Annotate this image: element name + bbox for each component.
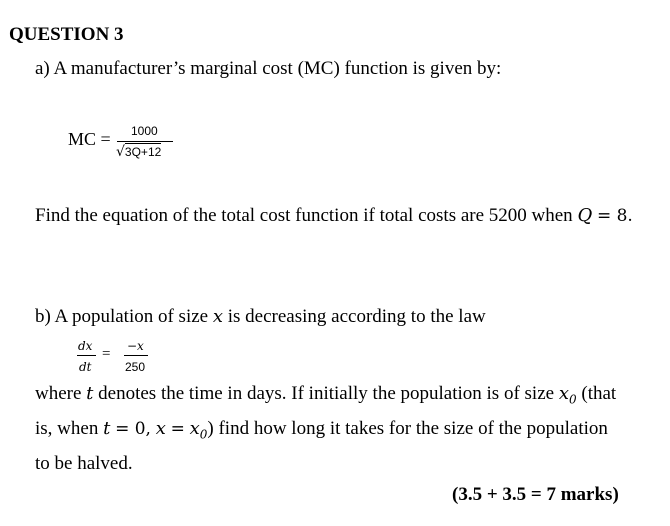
find-equation: = 8.: [596, 206, 633, 226]
where-word: where: [35, 383, 82, 404]
t-equals-zero: = 0,: [115, 419, 151, 439]
part-b-text-before: A population of size: [54, 306, 209, 327]
where-line-3: to be halved.: [35, 453, 133, 474]
part-a-statement: [35, 58, 501, 80]
sqrt-icon: √: [116, 144, 125, 160]
var-x0-subscript: 0: [568, 392, 577, 407]
part-a-text: A manufacturer’s marginal cost (MC) function is given by:: [53, 58, 502, 79]
find-total-cost-instruction: [35, 205, 633, 227]
ode-right-denominator: 250: [125, 360, 146, 374]
where-line-2: [35, 418, 608, 442]
part-b-var-x: x: [212, 306, 223, 327]
mc-numerator: 1000: [131, 124, 158, 138]
part-a-label: a): [35, 58, 50, 79]
var-x0-2-subscript: 0: [199, 427, 208, 442]
find-variable: Q: [577, 205, 593, 226]
ode-equals: =: [102, 346, 111, 362]
where-line-1-text: denotes the time in days. If initially the population is of size: [98, 383, 555, 404]
var-x0: [558, 383, 577, 407]
marks-allocation: (3.5 + 3.5 = 7 marks): [452, 484, 619, 505]
part-b-statement: [35, 306, 486, 328]
part-b-text-after: is decreasing according to the law: [227, 306, 486, 327]
question-heading: QUESTION 3: [9, 24, 124, 45]
var-x0-2: [189, 418, 208, 442]
find-text: Find the equation of the total cost function if total costs are 5200 when: [35, 205, 573, 226]
var-x0-base: x: [558, 383, 569, 404]
mc-denominator-radicand: 3Q+12: [124, 145, 162, 159]
var-x0-2-base: x: [189, 418, 200, 439]
mc-label: MC =: [68, 129, 111, 149]
mc-denominator: [116, 144, 161, 160]
ode-right-numerator: −x: [127, 339, 144, 353]
ode-left-numerator: dx: [78, 339, 93, 353]
var-x-2: x: [155, 418, 166, 439]
where-line-1-end: (that: [581, 383, 617, 404]
mc-fraction-bar: [117, 141, 173, 142]
where-line-2-start: is, when: [35, 418, 99, 439]
x-equals: =: [170, 419, 185, 439]
ode-left-fraction-bar: [77, 355, 96, 356]
ode-left-denominator: dt: [79, 360, 92, 374]
where-line-1: [35, 383, 616, 407]
var-t: t: [86, 383, 94, 404]
ode-right-fraction-bar: [124, 355, 148, 356]
var-t-2: t: [103, 418, 111, 439]
where-line-2-end: ) find how long it takes for the size of the population: [207, 418, 608, 439]
part-b-label: b): [35, 306, 51, 327]
